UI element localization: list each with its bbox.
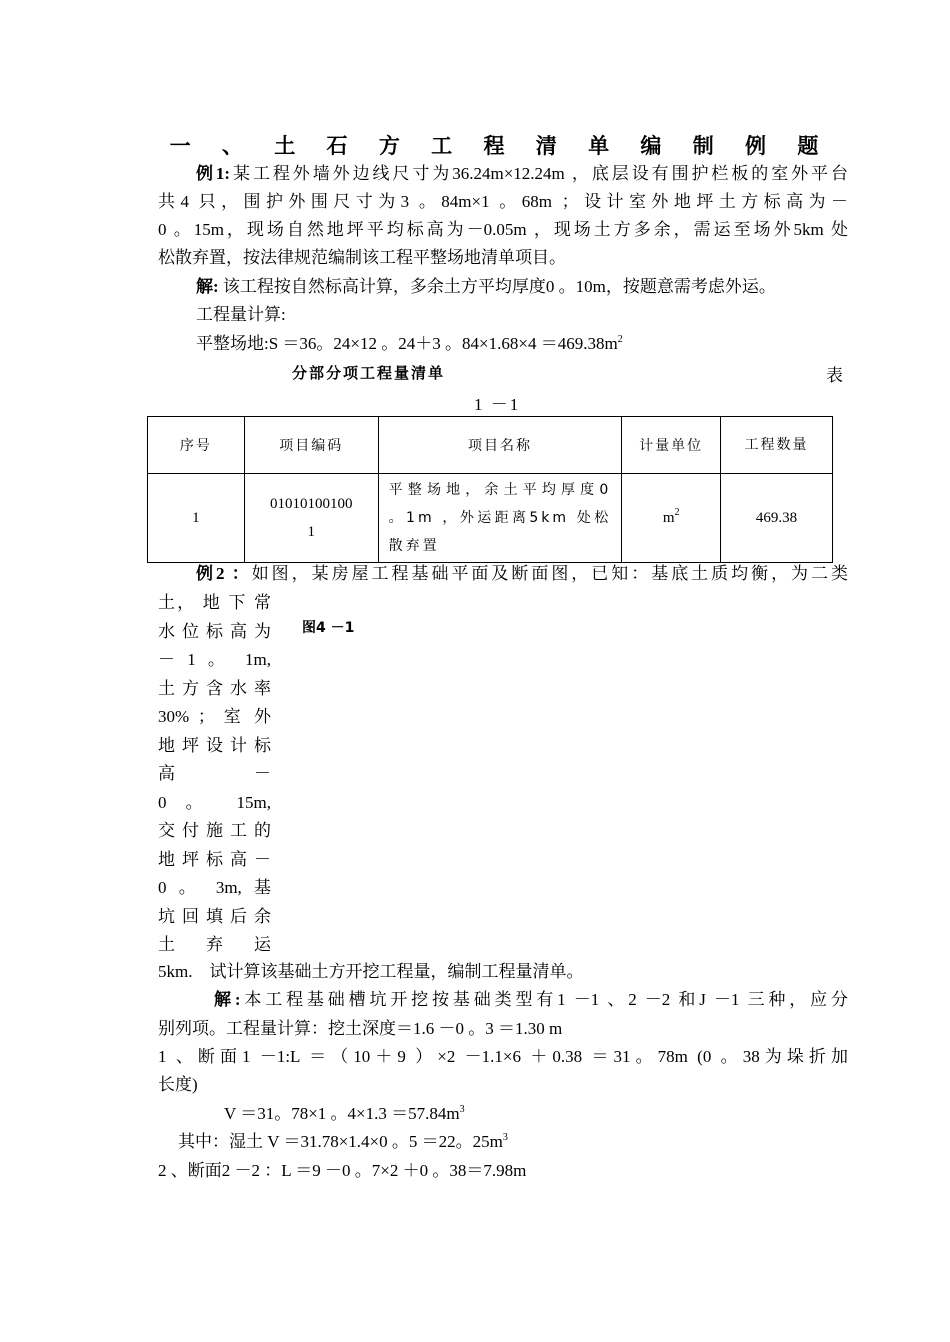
cell-name: 平整场地，余土平均厚度0 。1m ，外运距离5km 处松散弃置 <box>378 474 622 563</box>
header-no: 序号 <box>148 417 245 474</box>
cell-unit: $m^2$ <box>622 474 721 563</box>
calc-formula: 平整场地:S ＝36。24×12 。24＋3 。$84\times 1.68\times 4 =469.38m^2$ <box>196 334 623 353</box>
calc-label: 工程量计算: <box>196 305 286 324</box>
example1-line3: 0 。15m，现场自然地坪平均标高为－0.05m ，现场土方多余，需运至场外5km 处 <box>158 220 848 239</box>
example1-line1: 例1:某工程外墙外边线尺寸为36.24m×12.24m ，底层设有围护栏板的室外平台 <box>196 164 848 183</box>
example2-label: 例2 ： <box>196 564 252 583</box>
quantity-table <box>147 416 833 563</box>
example2-side-column: 土， 地 下 常 水 位 标 高 为 － 1 。 1m, 土 方 含 水 率 30% ； 室 外 地 坪 设 计 标 高 － 0 。 15m, 交 付 施 工 的 地 坪 标 高 － 0 。 3m, 基 坑 回 填 后 余 土 弃 运 <box>158 593 271 954</box>
table-caption-right: 表 <box>826 366 843 385</box>
example1-line4: 松散弃置，按法律规范编制该工程平整场地清单项目。 <box>158 248 566 267</box>
table-row <box>148 474 833 563</box>
table-caption: 分部分项工程量清单 <box>292 364 446 382</box>
header-name: 项目名称 <box>378 417 622 474</box>
section2-line: 2 、断面2 －2 ：L ＝9 －0 。7×2 ＋0 。38＝7.98m <box>158 1161 527 1180</box>
table-header-row <box>148 417 833 474</box>
section1-line2: 长度) <box>158 1075 198 1094</box>
header-unit: 计量单位 <box>622 417 721 474</box>
section1-line1: 1 、断面1 －1:L ＝（10＋9 ）×2 －1.1×6 ＋0.38 ＝31。78m (0 。38为垛折加 <box>158 1047 848 1066</box>
example2-line1: 例2 ：如图，某房屋工程基础平面及断面图，已知：基底土质均衡，为二类 <box>196 564 849 583</box>
cell-no: 1 <box>148 474 245 563</box>
header-qty: 工程数量 <box>721 417 833 474</box>
cell-qty: 469.38 <box>721 474 833 563</box>
cell-code: 010101001001 <box>244 474 378 563</box>
example2-solution-line1: 解:本工程基础槽坑开挖按基础类型有1 －1 、2 －2 和J －1 三种，应分 <box>214 990 848 1009</box>
example1-line2: 共4 只，围护外围尺寸为3 。84m×1 。68m ；设计室外地坪土方标高为－ <box>158 192 848 211</box>
volume-formula: V ＝31。78×1 。$4\times 1.3 =57.84m^3$ <box>224 1104 465 1123</box>
example2-solution-line2: 别列项。工程量计算：挖土深度＝1.6 －0 。3 ＝1.30 m <box>158 1019 563 1038</box>
figure-label: 图4 －1 <box>302 620 355 636</box>
example2-last-line: 5km. 试计算该基础土方开挖工程量，编制工程量清单。 <box>158 962 584 981</box>
table-number: 1 －1 <box>474 395 521 414</box>
header-code: 项目编码 <box>244 417 378 474</box>
wet-soil-formula: 其中：湿土 V ＝31.78×1.4×0 。5 ＝22。$25m^3$ <box>178 1132 508 1151</box>
example1-label: 例1: <box>196 164 231 183</box>
page-title: 一 、 土 石 方 工 程 清 单 编 制 例 题 <box>169 134 831 158</box>
example2-solution-label: 解: <box>214 990 241 1009</box>
example1-solution: 解: 该工程按自然标高计算，多余土方平均厚度0 。10m，按题意需考虑外运。 <box>196 277 776 296</box>
solution-label: 解: <box>196 277 219 296</box>
